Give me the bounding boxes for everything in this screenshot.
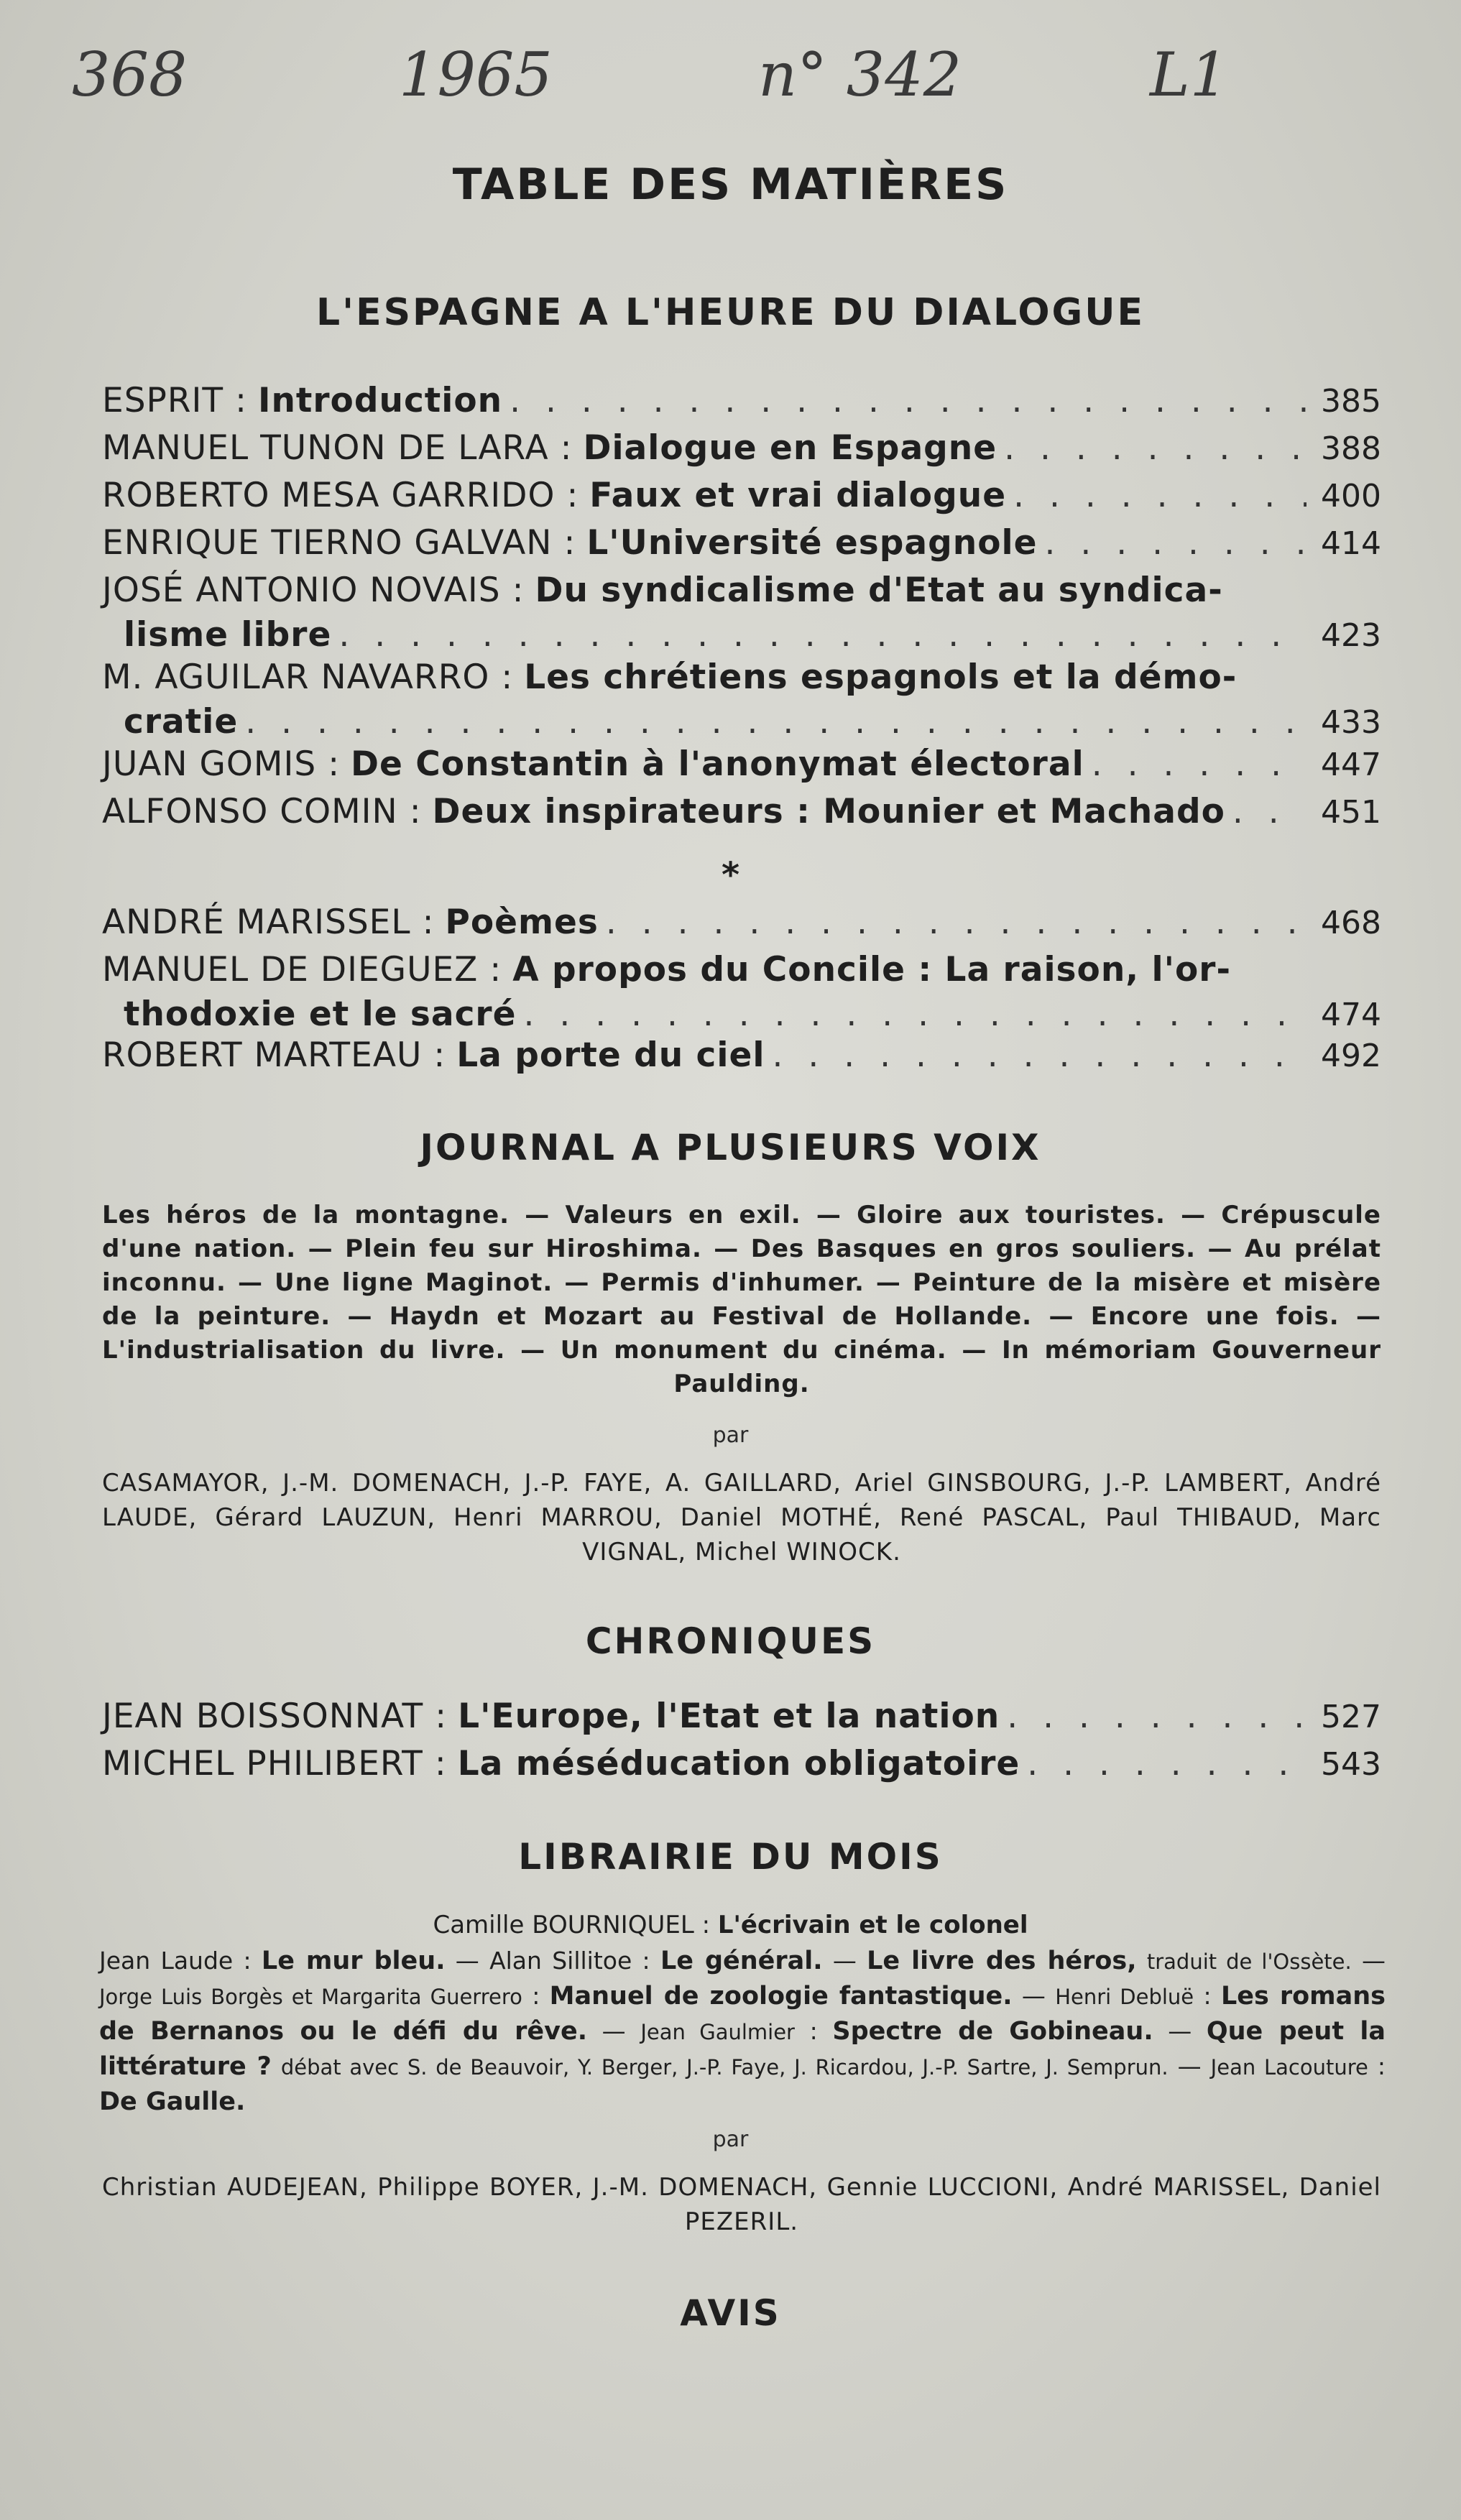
- journal-contributors: CASAMAYOR, J.-M. DOMENACH, J.-P. FAYE, A. GAILLARD, Ariel GINSBOURG, J.-P. LAMBERT, André LAUDE, Gérard LAUZUN, Henri MARROU, Daniel MOTHÉ, René PASCAL, Paul THIBAUD, Marc VIGNAL, Michel WINOCK.: [102, 1469, 1381, 1566]
- toc-title: La porte du ciel: [456, 1035, 765, 1075]
- lib-note: traduit de l'Ossète.: [1146, 1949, 1352, 1974]
- toc-title: Deux inspirateurs : Mounier et Machado: [432, 792, 1225, 831]
- lib-title: Le général.: [660, 1947, 823, 1975]
- toc-author: JEAN BOISSONNAT: [102, 1697, 424, 1736]
- toc-author: MANUEL DE DIEGUEZ: [102, 950, 479, 989]
- toc-author: ALFONSO COMIN: [102, 792, 398, 831]
- toc-page: 474: [1321, 997, 1381, 1033]
- par-label: par: [712, 1423, 749, 1448]
- toc-title: L'Université espagnole: [586, 523, 1038, 563]
- toc-page: 468: [1321, 905, 1381, 941]
- avis-heading: AVIS: [680, 2292, 781, 2334]
- section-title-librairie: LIBRAIRIE DU MOIS: [518, 1836, 943, 1878]
- toc-author: ROBERT MARTEAU: [102, 1035, 423, 1075]
- toc-title-continued: thodoxie et le sacré: [124, 994, 517, 1034]
- toc-title: L'Europe, l'Etat et la nation: [458, 1697, 1000, 1736]
- toc-author: ANDRÉ MARISSEL: [102, 903, 411, 942]
- toc-title: De Constantin à l'anonymat électoral: [351, 744, 1084, 784]
- par-label: par: [712, 2127, 749, 2152]
- toc-entry: MICHEL PHILIBERT : La méséducation obligatoire . . . 543: [102, 1742, 1381, 1787]
- toc-title: Introduction: [257, 381, 503, 420]
- lib-author: Camille BOURNIQUEL: [433, 1911, 694, 1939]
- toc-page: 451: [1321, 794, 1381, 831]
- toc-title-continued: lisme libre: [124, 615, 332, 655]
- toc-author: MANUEL TUNON DE LARA: [102, 428, 549, 468]
- lib-title: Les romans de Bernanos ou le défi du rêve.: [99, 1982, 1386, 2046]
- section-title-journal: JOURNAL A PLUSIEURS VOIX: [420, 1127, 1041, 1168]
- librairie-list: Jean Laude : Le mur bleu. — Alan Sillitoe : Le général. — Le livre des héros, traduit de l'Ossète. — Jorge Luis Borgès et Margarita Guerrero : Manuel de zoologie fantastique. — Henri Debluë : Les romans de Bernanos ou le défi du rêve. — Jean Gaulmier : Spectre de Gobineau. — Que peut la littérature ? débat avec S. de Beauvoir, Y. Berger, J.-P. Faye, J. Ricardou, J.-P. Sartre, J. Semprun. — Jean Lacouture : De Gaulle.: [99, 1947, 1386, 2116]
- toc-entry: ROBERTO MESA GARRIDO : Faux et vrai dialogue . . . 400: [102, 474, 1381, 519]
- toc-title: A propos du Concile : La raison, l'or-: [512, 950, 1231, 989]
- toc-page: 423: [1321, 617, 1381, 654]
- toc-page: 543: [1321, 1746, 1381, 1783]
- section-title-espagne: L'ESPAGNE A L'HEURE DU DIALOGUE: [316, 291, 1145, 334]
- toc-title: Poèmes: [445, 903, 599, 942]
- toc-title: La méséducation obligatoire: [457, 1744, 1020, 1783]
- toc-page: 400: [1321, 478, 1381, 514]
- lib-note: débat avec S. de Beauvoir, Y. Berger, J.-P. Faye, J. Ricardou, J.-P. Sartre, J. Semprun.: [280, 2055, 1169, 2080]
- toc-title: Dialogue en Espagne: [583, 428, 997, 468]
- toc-author: JUAN GOMIS: [102, 744, 317, 784]
- toc-title-continued: cratie: [124, 702, 239, 742]
- toc-entry: M. AGUILAR NAVARRO : Les chrétiens espagnols et la démo- cratie . . . 433: [102, 655, 1381, 745]
- lib-title: Le mur bleu.: [261, 1947, 446, 1975]
- toc-title: Faux et vrai dialogue: [589, 476, 1007, 515]
- toc-page: 492: [1321, 1038, 1381, 1074]
- librairie-contributors: Christian AUDEJEAN, Philippe BOYER, J.-M. DOMENACH, Gennie LUCCIONI, André MARISSEL, Daniel PEZERIL.: [102, 2173, 1381, 2236]
- handwritten-number: 368: [72, 40, 188, 110]
- toc-author: ESPRIT: [102, 381, 224, 420]
- toc-entry: ANDRÉ MARISSEL : Poèmes . . . 468: [102, 900, 1381, 946]
- handwritten-mark: L1: [1150, 40, 1229, 110]
- journal-summary: Les héros de la montagne. — Valeurs en exil. — Gloire aux touristes. — Crépuscule d'une nation. — Plein feu sur Hiroshima. — Des Basques en gros souliers. — Au prélat inconnu. — Une ligne Maginot. — Permis d'inhumer. — Peinture de la misère et misère de la peinture. — Haydn et Mozart au Festival de Hollande. — Encore une fois. — L'industrialisation du livre. — Un monument du cinéma. — In mémoriam Gouverneur Paulding.: [102, 1201, 1381, 1398]
- toc-entry: ROBERT MARTEAU : La porte du ciel . . . 492: [102, 1033, 1381, 1079]
- toc-page: 385: [1321, 383, 1381, 420]
- toc-author: MICHEL PHILIBERT: [102, 1744, 423, 1783]
- librairie-first-entry: Camille BOURNIQUEL : L'écrivain et le colonel: [433, 1911, 1028, 1939]
- toc-entry: JUAN GOMIS : De Constantin à l'anonymat électoral . . . 447: [102, 742, 1381, 788]
- lib-author: Henri Debluë: [1055, 1985, 1194, 2009]
- toc-author: M. AGUILAR NAVARRO: [102, 657, 490, 697]
- toc-author: ENRIQUE TIERNO GALVAN: [102, 523, 553, 563]
- lib-author: Jean Gaulmier: [640, 2020, 795, 2044]
- lib-title: Le livre des héros,: [867, 1947, 1137, 1975]
- toc-author: JOSÉ ANTONIO NOVAIS: [102, 571, 501, 610]
- lib-title: Manuel de zoologie fantastique.: [549, 1982, 1013, 2011]
- toc-page: 447: [1321, 747, 1381, 783]
- toc-page: 527: [1321, 1699, 1381, 1735]
- lib-title: Que peut la littérature ?: [99, 2017, 1386, 2081]
- star-separator: *: [721, 855, 740, 895]
- toc-entry: ENRIQUE TIERNO GALVAN : L'Université espagnole . . . 414: [102, 521, 1381, 566]
- handwritten-issue: n° 342: [758, 40, 962, 110]
- section-title-chroniques: CHRONIQUES: [585, 1620, 876, 1662]
- toc-page: 388: [1321, 430, 1381, 467]
- handwritten-year: 1965: [399, 40, 553, 110]
- toc-page: 414: [1321, 525, 1381, 562]
- lib-author: Jean Laude: [99, 1947, 234, 1975]
- lib-title: De Gaulle.: [99, 2087, 246, 2116]
- toc-author: ROBERTO MESA GARRIDO: [102, 476, 556, 515]
- lib-author: Jorge Luis Borgès et Margarita Guerrero: [99, 1985, 522, 2009]
- lib-author: Jean Lacouture: [1210, 2055, 1368, 2080]
- page-title: TABLE DES MATIÈRES: [452, 160, 1009, 210]
- toc-entry: JOSÉ ANTONIO NOVAIS : Du syndicalisme d'Etat au syndica- lisme libre . . . 423: [102, 568, 1381, 658]
- toc-entry: MANUEL TUNON DE LARA : Dialogue en Espagne . . . 388: [102, 426, 1381, 471]
- toc-title: Du syndicalisme d'Etat au syndica-: [535, 571, 1223, 610]
- lib-title: Spectre de Gobineau.: [832, 2017, 1153, 2046]
- toc-entry: JEAN BOISSONNAT : L'Europe, l'Etat et la nation . . . 527: [102, 1694, 1381, 1740]
- toc-title: Les chrétiens espagnols et la démo-: [524, 657, 1238, 697]
- toc-entry: ALFONSO COMIN : Deux inspirateurs : Mounier et Machado . . . 451: [102, 790, 1381, 835]
- toc-entry: ESPRIT : Introduction . . . 385: [102, 379, 1381, 424]
- lib-title: L'écrivain et le colonel: [717, 1911, 1028, 1939]
- lib-author: Alan Sillitoe: [489, 1947, 632, 1975]
- toc-page: 433: [1321, 704, 1381, 741]
- toc-entry: MANUEL DE DIEGUEZ : A propos du Concile : La raison, l'or- thodoxie et le sacré . . . 474: [102, 948, 1381, 1038]
